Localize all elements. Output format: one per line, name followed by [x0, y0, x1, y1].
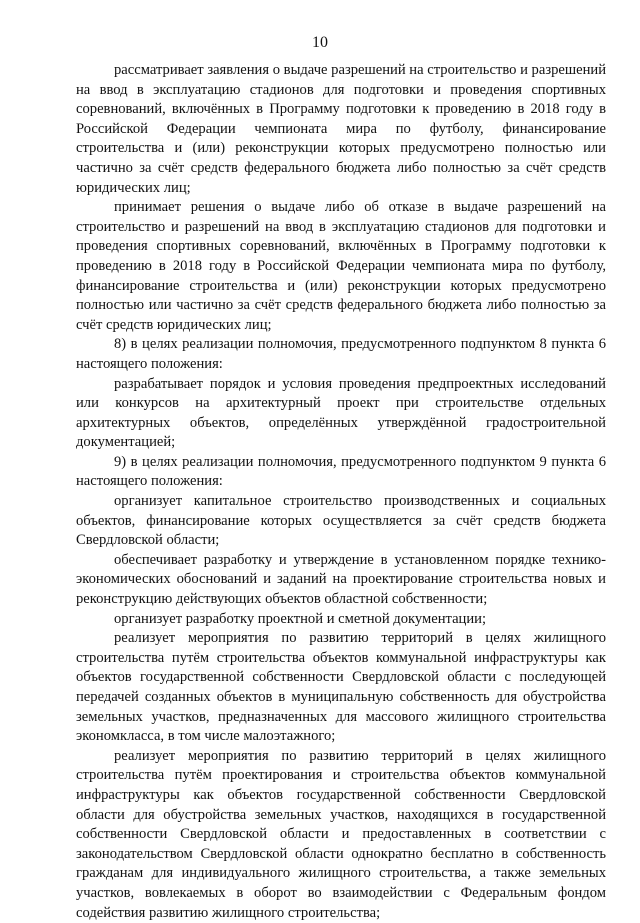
paragraph-item-9: 9) в целях реализации полномочия, предусмотренного подпунктом 9 пункта 6 настоящего положения:: [76, 453, 606, 490]
paragraph-organizes-construction: организует капитальное строительство производственных и социальных объектов, финансирование которых осуществляется за счёт средств бюджета Свердловской области;: [76, 493, 606, 549]
page-number: 10: [312, 34, 328, 51]
paragraph-reviews-applications: рассматривает заявления о выдаче разрешений на строительство и разрешений на ввод в эксплуатацию стадионов для подготовки и проведения спортивных соревнований, включённых в Программу подготовки к проведению в 2018 году в Российской Федерации чемпионата мира по футболу, финансирование строительства и (или) реконструкции которых предусмотрено полностью или частично за счёт средств федерального бюджета либо полностью за счёт средств юридических лиц;: [76, 62, 606, 196]
paragraph-makes-decisions: принимает решения о выдаче либо об отказе в выдаче разрешений на строительство и разрешений на ввод в эксплуатацию стадионов для подготовки и проведения спортивных соревнований, включённых в Программу подготовки к проведению в 2018 году в Российской Федерации чемпионата мира по футболу, финансирование строительства и (или) реконструкции которых предусмотрено полностью или частично за счёт средств федерального бюджета либо полностью за счёт средств юридических лиц;: [76, 199, 606, 333]
paragraph-implements-measures-1: реализует мероприятия по развитию территорий в целях жилищного строительства путём строительства объектов коммунальной инфраструктуры как объектов государственной собственности Свердловской области с последующей передачей созданных объектов в муниципальную собственность для обустройства земельных участков, предназначенных для массового жилищного строительства экономкласса, в том числе малоэтажного;: [76, 630, 606, 745]
paragraph-item-8: 8) в целях реализации полномочия, предусмотренного подпунктом 8 пункта 6 настоящего положения:: [76, 336, 606, 372]
paragraph-implements-measures-2: реализует мероприятия по развитию территорий в целях жилищного строительства путём проектирования и строительства объектов коммунальной инфраструктуры как объектов государственной собственности Свердловской области для обустройства земельных участков, находящихся в государственной собственности Свердловской области и предоставленных в соответствии с законодательством Свердловской области однократно бесплатно в собственность гражданам для индивидуального жилищного строительства, а также земельных участков, вовлекаемых в оборот во взаимодействии с Федеральным фондом содействия развитию жилищного строительства;: [76, 747, 606, 921]
paragraph-ensures-development: обеспечивает разработку и утверждение в установленном порядке технико-экономических обоснований и заданий на проектирование строительства новых и реконструкцию действующих объектов областной собственности;: [76, 551, 606, 608]
document-body: [76, 61, 606, 923]
paragraph-organizes-documentation: организует разработку проектной и сметной документации;: [114, 610, 487, 627]
paragraph-develops-procedure: разрабатывает порядок и условия проведения предпроектных исследований или конкурсов на архитектурный проект при строительстве отдельных архитектурных объектов, определённых утверждённой градостроительной документацией;: [76, 375, 606, 451]
